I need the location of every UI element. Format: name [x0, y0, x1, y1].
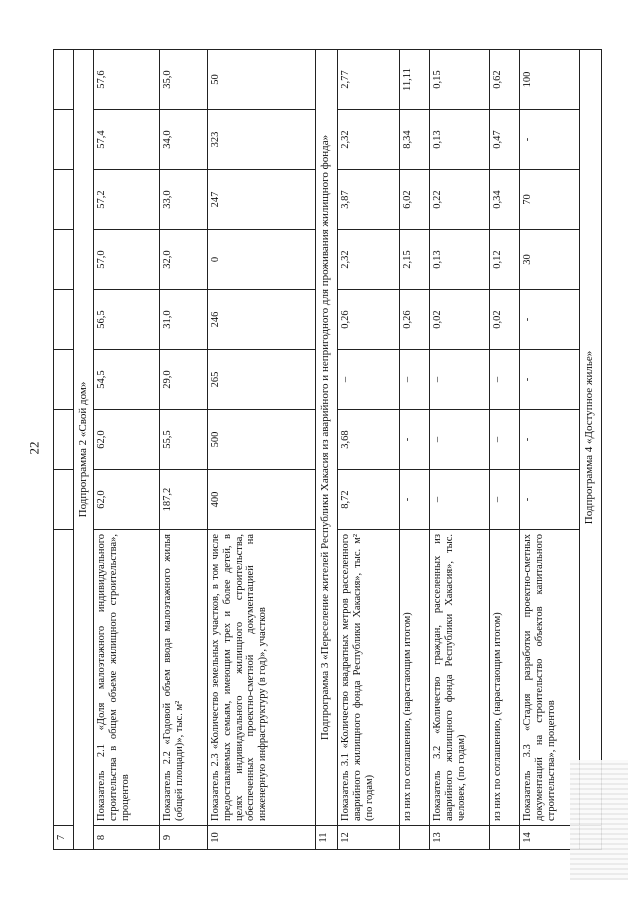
indicator-value: -	[520, 470, 580, 530]
indicator-description: из них по соглашению, (нарастающим итогом)	[490, 530, 520, 826]
row-number: 13	[430, 826, 490, 850]
indicator-value: 62,0	[94, 410, 160, 470]
indicator-value: 3,68	[338, 410, 400, 470]
indicator-value: 34,0	[160, 110, 208, 170]
indicator-value: 29,0	[160, 350, 208, 410]
indicator-value: 0,22	[430, 170, 490, 230]
indicator-value: –	[430, 350, 490, 410]
indicator-value: –	[490, 410, 520, 470]
subprogram-3-row	[316, 50, 338, 850]
indicator-value: 2,32	[338, 230, 400, 290]
table-row	[338, 50, 400, 850]
header-row	[54, 50, 74, 850]
indicator-value: 0,26	[338, 290, 400, 350]
indicator-value: –	[430, 470, 490, 530]
indicator-value: 31,0	[160, 290, 208, 350]
indicator-value: 3,87	[338, 170, 400, 230]
indicator-value: 32,0	[160, 230, 208, 290]
indicator-value: 100	[520, 50, 580, 110]
indicator-value: -	[400, 470, 430, 530]
indicator-value: -	[520, 110, 580, 170]
row-number: 12	[338, 826, 400, 850]
indicator-value: -	[520, 350, 580, 410]
indicator-value: 62,0	[94, 470, 160, 530]
row-number: 8	[94, 826, 160, 850]
indicator-value: 2,77	[338, 50, 400, 110]
indicator-value: 265	[208, 350, 316, 410]
indicator-value: 0,12	[490, 230, 520, 290]
indicator-description: Показатель 2.1 «Доля малоэтажного индивидуального строительства в общем объеме жилищного строительства», процентов	[94, 530, 160, 826]
rotated-table-container	[53, 50, 598, 850]
indicator-value: 70	[520, 170, 580, 230]
indicator-value: 11,11	[400, 50, 430, 110]
indicator-value: 187,2	[160, 470, 208, 530]
indicator-value: 8,34	[400, 110, 430, 170]
indicator-value: 6,02	[400, 170, 430, 230]
table-row	[94, 50, 160, 850]
indicator-value: 2,15	[400, 230, 430, 290]
indicator-value: 35,0	[160, 50, 208, 110]
row-number	[400, 826, 430, 850]
indicator-value: 0,02	[430, 290, 490, 350]
subprogram-2-row	[74, 50, 94, 850]
row-number: 10	[208, 826, 316, 850]
indicator-value: 0,62	[490, 50, 520, 110]
indicator-value: 55,5	[160, 410, 208, 470]
page-number: 22	[26, 441, 42, 455]
subprogram-2-title: Подпрограмма 2 «Свой дом»	[74, 50, 94, 850]
indicator-value: 0,34	[490, 170, 520, 230]
indicator-value: 57,0	[94, 230, 160, 290]
indicator-description: Показатель 3.1 «Количество квадратных метров расселенного аварийного жилищного фонда Республики Хакасия», тыс. м² (по годам)	[338, 530, 400, 826]
indicator-value: 0	[208, 230, 316, 290]
table-row	[430, 50, 490, 850]
indicator-value: 33,0	[160, 170, 208, 230]
indicator-description: Показатель 3.2 «Количество граждан, расселенных из аварийного жилищного фонда Республики Хакасия», тыс. человек, (по годам)	[430, 530, 490, 826]
indicator-value: 30	[520, 230, 580, 290]
indicator-value: –	[400, 350, 430, 410]
indicators-table	[53, 49, 602, 850]
indicator-value: –	[490, 350, 520, 410]
indicator-value: 8,72	[338, 470, 400, 530]
indicator-value: -	[400, 410, 430, 470]
table-row	[208, 50, 316, 850]
header-number-cell: 7	[54, 826, 74, 850]
indicator-description: Показатель 2.3 «Количество земельных участков, в том числе предоставляемых семьям, имеющим трех и более детей, в целях индивидуального жилищного строительства, обеспеченных проектно-сметной документацией на инженерную инфраструктуру (в год)», участков	[208, 530, 316, 826]
indicator-description: Показатель 3.3 «Стадия разработки проектно-сметных документаций на строительство объектов капитального строительства», процентов	[520, 530, 580, 826]
row-number	[490, 826, 520, 850]
indicator-value: -	[520, 410, 580, 470]
indicator-value: 0,26	[400, 290, 430, 350]
indicator-value: 57,6	[94, 50, 160, 110]
header-empty-cell	[54, 530, 74, 826]
row-number: 14	[520, 826, 580, 850]
indicator-value: 57,4	[94, 110, 160, 170]
row-number: 9	[160, 826, 208, 850]
table-row	[490, 50, 520, 850]
table-row	[400, 50, 430, 850]
scan-stamp-artifact	[570, 760, 628, 880]
indicator-value: 0,02	[490, 290, 520, 350]
indicator-value: 50	[208, 50, 316, 110]
subprogram-3-title: Подпрограмма 3 «Переселение жителей Республики Хакасия из аварийного и непригодного для проживания жилищного фонда»	[316, 50, 338, 826]
indicator-description: из них по соглашению, (нарастающим итогом)	[400, 530, 430, 826]
indicator-value: 54,5	[94, 350, 160, 410]
table-row	[160, 50, 208, 850]
table-row	[520, 50, 580, 850]
indicator-value: -	[520, 290, 580, 350]
indicator-value: 0,47	[490, 110, 520, 170]
indicator-value: 56,5	[94, 290, 160, 350]
indicator-description: Показатель 2.2 «Годовой объем ввода малоэтажного жилья (общей площади)», тыс. м²	[160, 530, 208, 826]
indicator-value: 500	[208, 410, 316, 470]
indicator-value: 2,32	[338, 110, 400, 170]
indicator-value: 400	[208, 470, 316, 530]
indicator-value: 246	[208, 290, 316, 350]
indicator-value: 0,13	[430, 230, 490, 290]
indicator-value: 0,13	[430, 110, 490, 170]
indicator-value: –	[490, 470, 520, 530]
indicator-value: 0,15	[430, 50, 490, 110]
indicator-value: 57,2	[94, 170, 160, 230]
subprogram-4-title: Подпрограмма 4 «Доступное жилье»	[580, 50, 602, 826]
indicator-value: 247	[208, 170, 316, 230]
row-number: 11	[316, 826, 338, 850]
indicator-value: –	[338, 350, 400, 410]
indicator-value: 323	[208, 110, 316, 170]
subprogram-4-row	[580, 50, 602, 850]
indicator-value: –	[430, 410, 490, 470]
